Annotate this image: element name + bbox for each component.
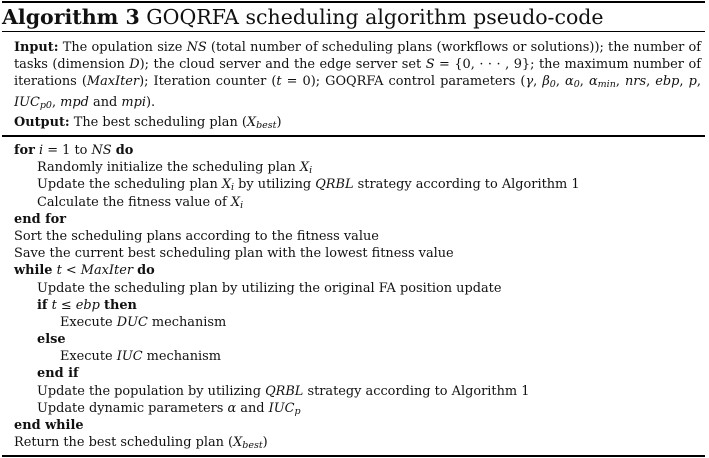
- code-line-14: [14, 365, 701, 382]
- code-text: mechanism: [142, 349, 221, 365]
- input-math: t: [276, 74, 282, 90]
- output-math: X: [246, 114, 257, 130]
- input-math: IUC: [14, 94, 40, 110]
- input-math: MaxIter: [86, 74, 140, 90]
- input-subscript: p0: [39, 99, 52, 111]
- math: X: [230, 194, 241, 210]
- code-text: Calculate the fitness value of: [37, 194, 231, 210]
- algorithm-name: GOQRFA scheduling algorithm pseudo-code: [146, 5, 604, 29]
- code-line-12: [14, 331, 701, 348]
- keyword: end for: [14, 211, 67, 227]
- input-text: ,: [679, 74, 689, 90]
- input-math: α: [565, 74, 574, 90]
- input-text: (total number of scheduling plans (workflows or solutions)); the number of tasks (dimension: [14, 40, 701, 73]
- subscript: i: [309, 165, 313, 177]
- math: t: [56, 263, 62, 279]
- code-line-11: [14, 314, 701, 331]
- input-math: p: [688, 74, 697, 90]
- code-line-15: [14, 383, 701, 400]
- code-text: and: [236, 400, 269, 416]
- math: ebp: [75, 297, 100, 313]
- input-math: S: [425, 57, 435, 73]
- keyword: do: [137, 263, 155, 279]
- output-label: Output:: [14, 114, 70, 130]
- algorithm-box: [2, 0, 705, 456]
- subscript: i: [240, 199, 244, 211]
- input-text: ,: [615, 74, 625, 90]
- code-text: Update dynamic parameters: [37, 400, 228, 416]
- input-math: NS: [186, 40, 207, 55]
- input-math: β: [542, 74, 550, 90]
- code-line-8: [14, 262, 701, 279]
- keyword: end while: [14, 418, 84, 433]
- code-text: Update the scheduling plan: [37, 177, 222, 193]
- math: X: [233, 435, 243, 451]
- output-text: ): [276, 114, 282, 130]
- math: NS: [91, 143, 112, 158]
- input-math: mpi: [121, 94, 146, 110]
- code-text: Execute: [60, 349, 117, 365]
- top-rule: [2, 1, 705, 3]
- code-line-1: [14, 142, 701, 159]
- math: IUC: [268, 400, 295, 416]
- subscript: p: [294, 405, 301, 417]
- input-text: = 0); GOQRFA control parameters (: [281, 74, 526, 90]
- code-line-9: [14, 280, 701, 297]
- code-text: <: [61, 263, 81, 279]
- input-math: ebp: [655, 74, 680, 90]
- subscript: i: [231, 182, 235, 194]
- code-text: ≤: [56, 297, 76, 313]
- code-line-5: [14, 211, 701, 228]
- code-line-3: [14, 176, 701, 193]
- header-rule: [2, 31, 705, 32]
- pseudo-code: [14, 142, 701, 451]
- input-text: ,: [579, 74, 589, 90]
- keyword: if: [37, 297, 48, 313]
- math: QRBL: [265, 383, 304, 399]
- input-paragraph: [14, 39, 701, 114]
- code-line-6: [14, 228, 701, 245]
- code-line-18: [14, 434, 701, 451]
- math: t: [51, 297, 57, 313]
- math: DUC: [116, 314, 148, 330]
- code-text: = 1 to: [43, 143, 92, 158]
- math: X: [299, 160, 310, 176]
- keyword: do: [115, 143, 134, 158]
- subscript: best: [242, 440, 263, 452]
- input-text: ,: [533, 74, 543, 90]
- math: IUC: [116, 349, 143, 365]
- code-text: strategy according to Algorithm 1: [353, 177, 580, 193]
- input-math: mpd: [60, 94, 89, 110]
- input-math: α: [588, 74, 598, 90]
- code-text: Execute: [60, 314, 117, 330]
- input-text: ,: [51, 94, 61, 110]
- code-text: strategy according to Algorithm 1: [303, 383, 530, 399]
- keyword: else: [37, 332, 66, 348]
- math: X: [221, 177, 232, 193]
- code-line-2: [14, 159, 701, 176]
- input-text: ,: [646, 74, 656, 90]
- input-text: ).: [145, 94, 156, 110]
- code-text: Return the best scheduling plan (: [14, 435, 234, 451]
- code-text: ): [262, 435, 268, 451]
- input-label: Input:: [14, 40, 59, 55]
- input-math: γ: [525, 74, 534, 90]
- input-math: nrs: [625, 74, 647, 90]
- code-text: mechanism: [147, 314, 227, 330]
- math: α: [227, 400, 237, 416]
- io-section: [14, 39, 701, 134]
- code-text: by utilizing: [234, 177, 316, 193]
- keyword: then: [104, 297, 137, 313]
- code-text: Randomly initialize the scheduling plan: [37, 160, 300, 176]
- input-subscript: 0: [549, 79, 556, 91]
- code-line-7: [14, 245, 701, 262]
- keyword: end if: [37, 366, 79, 382]
- algorithm-number: Algorithm 3: [2, 5, 140, 29]
- input-text: ,: [555, 74, 565, 90]
- output-subscript: best: [256, 119, 277, 131]
- output-text: The best scheduling plan (: [73, 114, 247, 130]
- code-line-16: [14, 400, 701, 417]
- code-line-10: [14, 297, 701, 314]
- math: i: [39, 143, 44, 158]
- input-math: D: [129, 57, 140, 73]
- bottom-rule: [2, 455, 705, 457]
- math: QRBL: [315, 177, 354, 193]
- input-text: = {0, · · · , 9}; the maximum number of iterations (: [14, 57, 701, 90]
- math: MaxIter: [80, 263, 133, 279]
- code-text: Update the population by utilizing: [37, 383, 266, 399]
- keyword: while: [14, 263, 53, 279]
- input-subscript: 0: [573, 79, 580, 91]
- code-text: Save the current best scheduling plan with the lowest fitness value: [14, 246, 454, 262]
- input-text: and: [88, 94, 122, 110]
- keyword: for: [14, 143, 35, 158]
- algorithm-title: [2, 4, 604, 30]
- input-text: ); Iteration counter (: [139, 74, 277, 90]
- input-text: ,: [696, 74, 701, 90]
- code-line-13: [14, 348, 701, 365]
- input-text: The opulation size: [62, 40, 187, 55]
- output-paragraph: [14, 114, 701, 134]
- input-subscript: min: [597, 79, 616, 91]
- io-rule: [2, 135, 705, 137]
- code-line-4: [14, 194, 701, 211]
- code-text: Update the scheduling plan by utilizing the original FA position update: [37, 280, 502, 296]
- code-line-17: [14, 417, 701, 434]
- code-text: Sort the scheduling plans according to the fitness value: [14, 228, 379, 244]
- input-text: ); the cloud server and the edge server set: [139, 57, 426, 73]
